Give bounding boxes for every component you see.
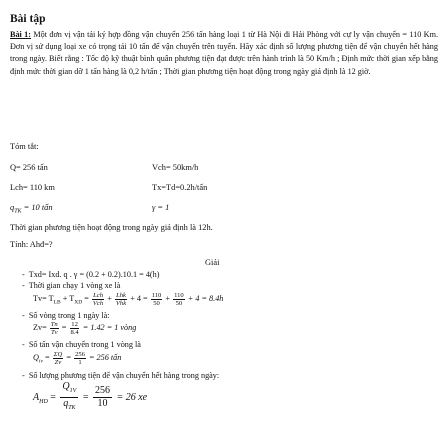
frac-110-50-b: $\frac{110}{50}$ bbox=[174, 291, 184, 307]
frac-12-84: $\frac{12}{8.4}$ bbox=[70, 320, 79, 336]
solution-line-7: $Q_{iv}$ = $\frac{\Sigma Q}{Zv}$ = $\frac{256}{1}$ = 256 tấn bbox=[33, 350, 122, 366]
solution-line-5: Zv= $\frac{Tn}{Tv}$ = $\frac{12}{8.4}$ = 1.42 = 1 vòng bbox=[33, 320, 137, 336]
frac-sumq-zv: $\frac{\Sigma Q}{Zv}$ bbox=[53, 350, 63, 366]
summary-label: Tóm tắt: bbox=[10, 142, 39, 151]
frac-q1v-qtk: $Q_{1V}$ $q_{TK}$ bbox=[62, 381, 77, 411]
frac-110-50-a: $\frac{110}{50}$ bbox=[151, 291, 162, 307]
frac-lch-vch: $\frac{\text{Lch}}{\text{Vch}}$ bbox=[92, 291, 104, 307]
solution-line-8: - Số lượng phương tiện để vận chuyển hết hàng trong ngày: bbox=[22, 371, 220, 380]
frac-256-1: $\frac{256}{1}$ bbox=[75, 350, 85, 366]
time-note: Thời gian phương tiện hoạt động trong ngày giả định là 12h. bbox=[10, 223, 213, 232]
solution-line-3: $Tv= T_{LB} + T_{XD}$ = $\frac{\text{Lch}}{\text{Vch}}$ + $\frac{\text{Lhk}}{\text{Vhk}}$ + 4 = $\frac{110}{50}$ + $\frac{110}{50}$ + 4 = 8.4h bbox=[33, 291, 224, 307]
solution-line-2: - Thời gian chạy 1 vòng xe là bbox=[22, 281, 121, 290]
problem-text: Một đơn vị vận tải ký hợp đồng vận chuyển 256 tấn hàng loại 1 từ Hà Nội đi Hải Phòng với cự ly vận chuyển = 110 Km. Đơn vị sử dụng loại xe có trọng tải 10 tấn để vận chuyển trên tuyến. Hãy xác định số lượng phương tiện để vận chuyển hết hàng trong ngày. Biết rằng : Tốc độ kỹ thuật bình quân phương tiện đạt được trên hành trình là 50 Km/h ; Định mức thời gian xếp bằng định mức thời gian dỡ 1 tấn hàng là 0,2 h/tấn ; Thời gian phương tiện hoạt động trong ngày giá định là 12 giờ. bbox=[10, 30, 438, 76]
given-qtk: $q_{TK} = 10$ tấn bbox=[10, 203, 53, 215]
solution-line-4: - Số vòng trong 1 ngày là: bbox=[22, 311, 110, 320]
given-tx: Tx=Td=0.2h/tấn bbox=[152, 183, 208, 192]
solution-label: Giải bbox=[205, 258, 220, 267]
given-q: Q= 256 tấn bbox=[10, 163, 48, 172]
frac-lhk-vhk: $\frac{\text{Lhk}}{\text{Vhk}}$ bbox=[115, 291, 127, 307]
frac-tn-tv: $\frac{Tn}{Tv}$ bbox=[50, 320, 58, 336]
given-gamma: γ = 1 bbox=[152, 203, 170, 212]
frac-256-10: $\frac{256}{10}$ bbox=[94, 385, 110, 409]
solution-line-6: - Số tấn vận chuyển trong 1 vòng là bbox=[22, 340, 141, 349]
solution-line-1: - Txd= Ixd. q . γ = (0.2 + 0.2).10.1 = 4(h) bbox=[22, 270, 160, 279]
problem-paragraph bbox=[10, 29, 438, 78]
problem-label: Bài 1: bbox=[10, 30, 31, 39]
solution-line-9: $A_{HD}$ = $Q_{1V}$ $q_{TK}$ = $\frac{256}{10}$ = 26 xe bbox=[33, 381, 147, 415]
ask-line: Tính: Ahđ=? bbox=[10, 240, 53, 249]
given-lch: Lch= 110 km bbox=[10, 183, 55, 192]
given-vch: Vch= 50km/h bbox=[152, 163, 199, 172]
section-heading: Bài tập bbox=[10, 13, 46, 25]
